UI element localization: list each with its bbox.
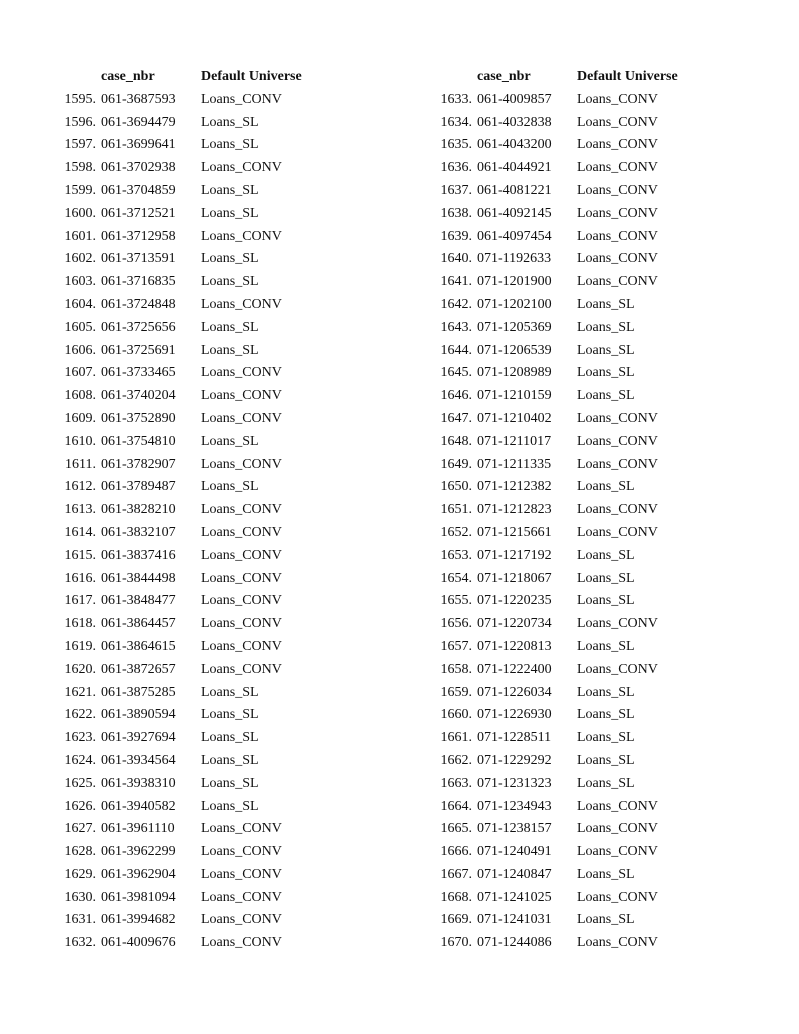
default-universe: Loans_CONV xyxy=(201,935,282,951)
default-universe: Loans_SL xyxy=(577,730,635,746)
default-universe: Loans_SL xyxy=(201,319,259,335)
default-universe: Loans_CONV xyxy=(201,570,282,586)
default-universe: Loans_SL xyxy=(577,684,635,700)
case-number: 071-1229292 xyxy=(477,752,552,768)
default-universe: Loans_CONV xyxy=(201,228,282,244)
row-number: 1626. xyxy=(64,798,96,814)
row-number: 1659. xyxy=(440,684,472,700)
default-universe: Loans_SL xyxy=(577,866,635,882)
case-number: 061-3981094 xyxy=(101,889,176,905)
case-number: 071-1210159 xyxy=(477,388,552,404)
default-universe: Loans_SL xyxy=(201,114,259,130)
row-number: 1661. xyxy=(440,730,472,746)
case-nbr-header: case_nbr xyxy=(477,69,531,84)
row-number: 1657. xyxy=(440,638,472,654)
default-universe: Loans_CONV xyxy=(201,638,282,654)
default-universe: Loans_CONV xyxy=(577,205,658,221)
default-universe: Loans_CONV xyxy=(201,866,282,882)
row-number: 1652. xyxy=(440,524,472,540)
case-number: 061-3724848 xyxy=(101,296,176,312)
case-number: 061-3934564 xyxy=(101,752,176,768)
row-number: 1600. xyxy=(64,205,96,221)
row-number: 1604. xyxy=(64,296,96,312)
default-universe: Loans_CONV xyxy=(577,182,658,198)
case-number: 061-3844498 xyxy=(101,570,176,586)
case-number: 071-1205369 xyxy=(477,319,552,335)
case-number: 071-1218067 xyxy=(477,570,552,586)
row-number: 1596. xyxy=(64,114,96,130)
case-number: 061-3725656 xyxy=(101,319,176,335)
row-number: 1613. xyxy=(64,502,96,518)
case-nbr-header: case_nbr xyxy=(101,69,155,84)
default-universe: Loans_SL xyxy=(577,479,635,495)
default-universe: Loans_SL xyxy=(201,274,259,290)
case-number: 061-3754810 xyxy=(101,433,176,449)
case-number: 061-3848477 xyxy=(101,593,176,609)
row-number: 1655. xyxy=(440,593,472,609)
case-number: 071-1228511 xyxy=(477,730,552,746)
row-number: 1634. xyxy=(440,114,472,130)
default-universe: Loans_CONV xyxy=(577,616,658,632)
row-number: 1611. xyxy=(65,456,96,472)
case-number: 061-3962299 xyxy=(101,844,176,860)
row-number: 1667. xyxy=(440,866,472,882)
default-universe: Loans_SL xyxy=(577,388,635,404)
row-number: 1624. xyxy=(64,752,96,768)
row-number: 1668. xyxy=(440,889,472,905)
case-number: 061-3694479 xyxy=(101,114,176,130)
row-number: 1653. xyxy=(440,547,472,563)
row-number: 1621. xyxy=(64,684,96,700)
row-number: 1649. xyxy=(440,456,472,472)
row-number: 1620. xyxy=(64,661,96,677)
row-number: 1603. xyxy=(64,274,96,290)
default-universe: Loans_SL xyxy=(577,319,635,335)
row-number: 1610. xyxy=(64,433,96,449)
default-universe: Loans_CONV xyxy=(577,160,658,176)
default-universe: Loans_CONV xyxy=(577,274,658,290)
case-number: 071-1208989 xyxy=(477,365,552,381)
row-number: 1660. xyxy=(440,707,472,723)
case-number: 061-3828210 xyxy=(101,502,176,518)
case-number: 071-1210402 xyxy=(477,410,552,426)
default-universe: Loans_CONV xyxy=(201,296,282,312)
default-universe: Loans_CONV xyxy=(577,410,658,426)
row-number: 1648. xyxy=(440,433,472,449)
row-number: 1602. xyxy=(64,251,96,267)
default-universe: Loans_CONV xyxy=(577,502,658,518)
case-number: 061-3704859 xyxy=(101,182,176,198)
row-number: 1608. xyxy=(64,388,96,404)
default-universe: Loans_CONV xyxy=(577,91,658,107)
row-number: 1650. xyxy=(440,479,472,495)
default-universe: Loans_CONV xyxy=(577,935,658,951)
case-number: 061-3725691 xyxy=(101,342,176,358)
row-number: 1618. xyxy=(64,616,96,632)
row-number: 1630. xyxy=(64,889,96,905)
default-universe: Loans_SL xyxy=(577,752,635,768)
row-number: 1663. xyxy=(440,775,472,791)
default-universe: Loans_SL xyxy=(577,570,635,586)
default-universe: Loans_CONV xyxy=(577,433,658,449)
case-number: 061-3752890 xyxy=(101,410,176,426)
case-number: 071-1220813 xyxy=(477,638,552,654)
row-number: 1641. xyxy=(440,274,472,290)
default-universe: Loans_SL xyxy=(201,205,259,221)
row-number: 1651. xyxy=(440,502,472,518)
row-number: 1638. xyxy=(440,205,472,221)
row-number: 1636. xyxy=(440,160,472,176)
default-universe: Loans_SL xyxy=(577,365,635,381)
row-number: 1601. xyxy=(64,228,96,244)
row-number: 1598. xyxy=(64,160,96,176)
default-universe: Loans_CONV xyxy=(201,456,282,472)
case-number: 061-3864615 xyxy=(101,638,176,654)
default-universe: Loans_SL xyxy=(201,798,259,814)
case-number: 061-3875285 xyxy=(101,684,176,700)
row-number: 1617. xyxy=(64,593,96,609)
default-universe: Loans_CONV xyxy=(201,547,282,563)
row-number: 1625. xyxy=(64,775,96,791)
case-number: 071-1201900 xyxy=(477,274,552,290)
row-number: 1643. xyxy=(440,319,472,335)
case-number: 071-1211335 xyxy=(477,456,552,472)
row-number: 1623. xyxy=(64,730,96,746)
default-universe: Loans_CONV xyxy=(577,844,658,860)
default-universe: Loans_CONV xyxy=(577,114,658,130)
case-number: 071-1238157 xyxy=(477,821,552,837)
row-number: 1622. xyxy=(64,707,96,723)
case-number: 061-3733465 xyxy=(101,365,176,381)
default-universe: Loans_SL xyxy=(201,251,259,267)
case-number: 071-1206539 xyxy=(477,342,552,358)
case-number: 061-3687593 xyxy=(101,91,176,107)
default-universe: Loans_CONV xyxy=(577,661,658,677)
default-universe: Loans_CONV xyxy=(201,365,282,381)
default-universe: Loans_SL xyxy=(577,707,635,723)
row-number: 1615. xyxy=(64,547,96,563)
case-number: 061-3864457 xyxy=(101,616,176,632)
row-number: 1606. xyxy=(64,342,96,358)
row-number: 1665. xyxy=(440,821,472,837)
case-number: 061-4032838 xyxy=(477,114,552,130)
default-universe: Loans_CONV xyxy=(201,410,282,426)
case-number: 071-1240491 xyxy=(477,844,552,860)
row-number: 1616. xyxy=(64,570,96,586)
case-number: 061-4009857 xyxy=(477,91,552,107)
default-universe: Loans_CONV xyxy=(201,616,282,632)
default-universe: Loans_SL xyxy=(577,912,635,928)
case-number: 061-3962904 xyxy=(101,866,176,882)
row-number: 1599. xyxy=(64,182,96,198)
case-number: 061-3837416 xyxy=(101,547,176,563)
default-universe: Loans_CONV xyxy=(577,821,658,837)
default-universe: Loans_SL xyxy=(577,775,635,791)
case-number: 071-1244086 xyxy=(477,935,552,951)
case-number: 071-1211017 xyxy=(477,433,552,449)
default-universe: Loans_CONV xyxy=(577,456,658,472)
default-universe: Loans_SL xyxy=(201,342,259,358)
row-number: 1607. xyxy=(64,365,96,381)
default-universe: Loans_SL xyxy=(201,730,259,746)
row-number: 1635. xyxy=(440,137,472,153)
case-number: 061-4009676 xyxy=(101,935,176,951)
case-number: 061-4043200 xyxy=(477,137,552,153)
default-universe: Loans_CONV xyxy=(201,502,282,518)
default-universe: Loans_CONV xyxy=(577,798,658,814)
case-number: 061-3713591 xyxy=(101,251,176,267)
case-number: 061-3994682 xyxy=(101,912,176,928)
row-number: 1646. xyxy=(440,388,472,404)
row-number: 1645. xyxy=(440,365,472,381)
row-number: 1609. xyxy=(64,410,96,426)
default-universe: Loans_SL xyxy=(577,638,635,654)
default-universe: Loans_CONV xyxy=(201,388,282,404)
default-universe: Loans_CONV xyxy=(201,593,282,609)
row-number: 1595. xyxy=(64,91,96,107)
default-universe: Loans_CONV xyxy=(201,844,282,860)
case-number: 071-1212823 xyxy=(477,502,552,518)
row-number: 1605. xyxy=(64,319,96,335)
row-number: 1642. xyxy=(440,296,472,312)
default-universe: Loans_SL xyxy=(201,433,259,449)
case-number: 061-3712958 xyxy=(101,228,176,244)
default-universe: Loans_CONV xyxy=(577,251,658,267)
row-number: 1628. xyxy=(64,844,96,860)
default-universe: Loans_CONV xyxy=(201,91,282,107)
default-universe: Loans_CONV xyxy=(577,228,658,244)
row-number: 1597. xyxy=(64,137,96,153)
case-number: 071-1217192 xyxy=(477,547,552,563)
case-number: 061-3832107 xyxy=(101,524,176,540)
default-universe: Loans_CONV xyxy=(577,137,658,153)
default-universe-header: Default Universe xyxy=(201,69,302,84)
default-universe: Loans_CONV xyxy=(201,661,282,677)
row-number: 1669. xyxy=(440,912,472,928)
row-number: 1654. xyxy=(440,570,472,586)
case-number: 071-1220734 xyxy=(477,616,552,632)
row-number: 1666. xyxy=(440,844,472,860)
case-number: 071-1226930 xyxy=(477,707,552,723)
row-number: 1637. xyxy=(440,182,472,198)
case-number: 061-3740204 xyxy=(101,388,176,404)
default-universe: Loans_CONV xyxy=(201,160,282,176)
case-number: 071-1241031 xyxy=(477,912,552,928)
default-universe: Loans_SL xyxy=(201,182,259,198)
row-number: 1670. xyxy=(440,935,472,951)
default-universe: Loans_SL xyxy=(201,684,259,700)
default-universe: Loans_CONV xyxy=(201,524,282,540)
row-number: 1633. xyxy=(440,91,472,107)
row-number: 1631. xyxy=(64,912,96,928)
case-number: 071-1202100 xyxy=(477,296,552,312)
row-number: 1664. xyxy=(440,798,472,814)
default-universe: Loans_CONV xyxy=(201,821,282,837)
case-number: 071-1226034 xyxy=(477,684,552,700)
case-number: 071-1234943 xyxy=(477,798,552,814)
row-number: 1656. xyxy=(440,616,472,632)
case-number: 061-3702938 xyxy=(101,160,176,176)
default-universe: Loans_SL xyxy=(577,342,635,358)
row-number: 1644. xyxy=(440,342,472,358)
default-universe: Loans_SL xyxy=(201,707,259,723)
case-number: 071-1240847 xyxy=(477,866,552,882)
row-number: 1632. xyxy=(64,935,96,951)
row-number: 1662. xyxy=(440,752,472,768)
case-number: 061-3716835 xyxy=(101,274,176,290)
default-universe: Loans_CONV xyxy=(577,524,658,540)
case-number: 071-1231323 xyxy=(477,775,552,791)
row-number: 1614. xyxy=(64,524,96,540)
case-number: 061-3712521 xyxy=(101,205,176,221)
case-number: 061-3927694 xyxy=(101,730,176,746)
row-number: 1658. xyxy=(440,661,472,677)
default-universe: Loans_SL xyxy=(577,593,635,609)
case-number: 061-4044921 xyxy=(477,160,552,176)
default-universe: Loans_SL xyxy=(201,137,259,153)
case-number: 071-1241025 xyxy=(477,889,552,905)
row-number: 1619. xyxy=(64,638,96,654)
case-number: 061-4081221 xyxy=(477,182,552,198)
row-number: 1647. xyxy=(440,410,472,426)
default-universe: Loans_SL xyxy=(577,547,635,563)
case-number: 061-3872657 xyxy=(101,661,176,677)
default-universe: Loans_SL xyxy=(201,752,259,768)
default-universe: Loans_CONV xyxy=(201,889,282,905)
row-number: 1627. xyxy=(64,821,96,837)
default-universe-header: Default Universe xyxy=(577,69,678,84)
default-universe: Loans_SL xyxy=(577,296,635,312)
default-universe: Loans_CONV xyxy=(577,889,658,905)
case-number: 061-4092145 xyxy=(477,205,552,221)
case-number: 071-1212382 xyxy=(477,479,552,495)
row-number: 1612. xyxy=(64,479,96,495)
case-number: 061-3890594 xyxy=(101,707,176,723)
default-universe: Loans_CONV xyxy=(201,912,282,928)
default-universe: Loans_SL xyxy=(201,479,259,495)
case-number: 061-3789487 xyxy=(101,479,176,495)
row-number: 1629. xyxy=(64,866,96,882)
default-universe: Loans_SL xyxy=(201,775,259,791)
case-number: 071-1215661 xyxy=(477,524,552,540)
case-number: 061-3938310 xyxy=(101,775,176,791)
case-number: 071-1222400 xyxy=(477,661,552,677)
case-number: 061-3782907 xyxy=(101,456,176,472)
row-number: 1640. xyxy=(440,251,472,267)
case-number: 061-4097454 xyxy=(477,228,552,244)
case-number: 071-1220235 xyxy=(477,593,552,609)
row-number: 1639. xyxy=(440,228,472,244)
case-number: 061-3699641 xyxy=(101,137,176,153)
case-number: 071-1192633 xyxy=(477,251,552,267)
case-number: 061-3940582 xyxy=(101,798,176,814)
case-number: 061-3961110 xyxy=(101,821,175,837)
